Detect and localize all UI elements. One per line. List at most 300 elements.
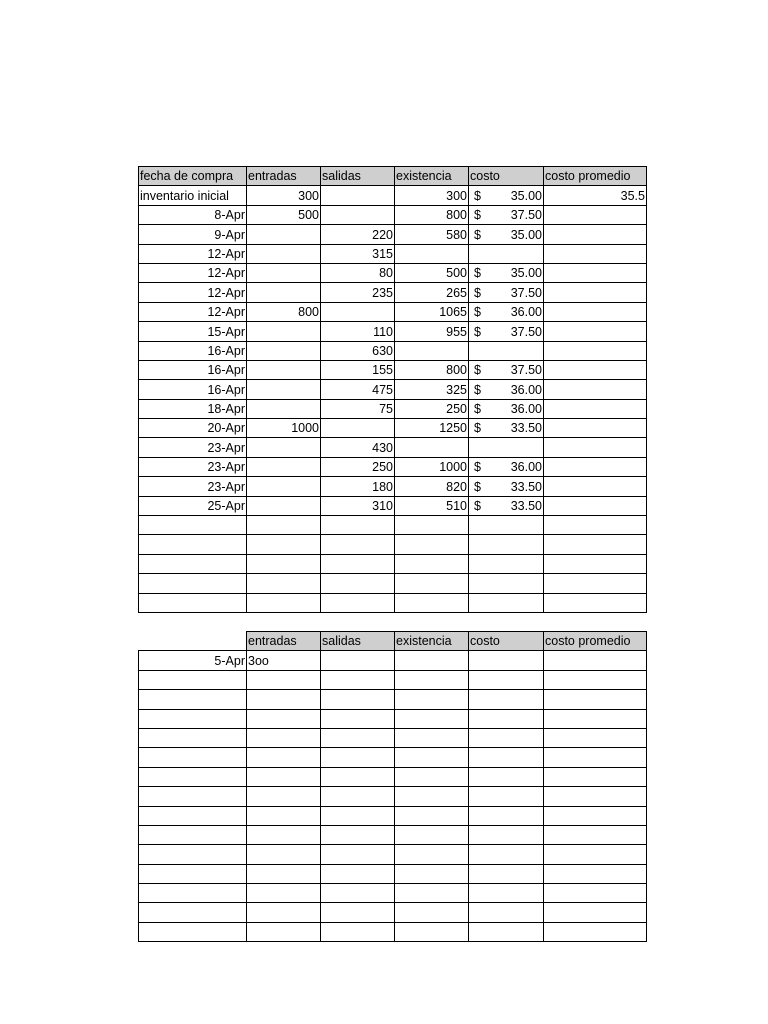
cell-entradas[interactable] (247, 922, 321, 941)
cell-salidas[interactable] (321, 767, 395, 786)
cell-existencia[interactable]: 800 (395, 205, 469, 224)
cell-entradas[interactable] (247, 593, 321, 612)
currency-symbol: $ (474, 479, 481, 494)
cell-costo[interactable] (469, 438, 544, 457)
cell-existencia[interactable]: 1065 (395, 302, 469, 321)
header-costo[interactable]: costo (469, 632, 544, 651)
cell-salidas[interactable] (321, 186, 395, 205)
cell-existencia[interactable] (395, 922, 469, 941)
cell-existencia[interactable] (395, 825, 469, 844)
inventory-table-bottom (138, 631, 647, 942)
cell-entradas[interactable] (247, 380, 321, 399)
table-row (139, 457, 647, 476)
cell-fecha[interactable] (139, 767, 247, 786)
cell-costo-promedio[interactable] (544, 554, 647, 573)
table-row (139, 419, 647, 438)
cell-fecha[interactable] (139, 845, 247, 864)
cell-costo-promedio[interactable] (544, 728, 647, 747)
cell-costo[interactable] (469, 709, 544, 728)
cell-entradas[interactable] (247, 709, 321, 728)
cell-salidas[interactable] (321, 593, 395, 612)
cell-existencia[interactable] (395, 845, 469, 864)
cell-costo[interactable] (469, 477, 544, 496)
header-costo-promedio[interactable]: costo promedio (544, 632, 647, 651)
cell-costo-promedio[interactable] (544, 496, 647, 515)
cell-fecha[interactable]: 16-Apr (139, 341, 247, 360)
cell-costo[interactable] (469, 864, 544, 883)
header-entradas[interactable]: entradas (247, 632, 321, 651)
table-row (139, 477, 647, 496)
currency-symbol: $ (474, 421, 481, 436)
cell-entradas[interactable] (247, 864, 321, 883)
cell-costo-promedio[interactable] (544, 884, 647, 903)
cell-costo-promedio[interactable] (544, 709, 647, 728)
cost-amount: 33.50 (510, 479, 542, 494)
cell-existencia[interactable] (395, 574, 469, 593)
table-row (139, 283, 647, 302)
cell-salidas[interactable] (321, 302, 395, 321)
cell-salidas[interactable] (321, 845, 395, 864)
header-fecha[interactable]: fecha de compra (139, 167, 247, 186)
table-row (139, 845, 647, 864)
cost-amount: 35.00 (510, 227, 542, 242)
cell-entradas[interactable]: 500 (247, 205, 321, 224)
cell-fecha[interactable] (139, 806, 247, 825)
cell-entradas[interactable] (247, 322, 321, 341)
currency-symbol: $ (474, 363, 481, 378)
cell-salidas[interactable]: 155 (321, 360, 395, 379)
cost-amount: 37.50 (510, 324, 542, 339)
cell-existencia[interactable] (395, 748, 469, 767)
cell-costo-promedio[interactable] (544, 845, 647, 864)
cell-costo-promedio[interactable] (544, 380, 647, 399)
cell-entradas[interactable] (247, 884, 321, 903)
cell-costo-promedio[interactable] (544, 399, 647, 418)
cell-costo[interactable] (469, 767, 544, 786)
cell-costo-promedio[interactable] (544, 670, 647, 689)
cell-fecha[interactable] (139, 884, 247, 903)
cell-existencia[interactable] (395, 864, 469, 883)
table-row (139, 651, 647, 670)
header-row (139, 167, 647, 186)
cell-existencia[interactable] (395, 535, 469, 554)
cell-costo-promedio[interactable] (544, 263, 647, 282)
cell-costo-promedio[interactable] (544, 864, 647, 883)
table-row (139, 225, 647, 244)
cell-existencia[interactable] (395, 767, 469, 786)
cell-fecha[interactable]: 16-Apr (139, 380, 247, 399)
cell-salidas[interactable]: 475 (321, 380, 395, 399)
cell-existencia[interactable] (395, 670, 469, 689)
cell-salidas[interactable]: 75 (321, 399, 395, 418)
cell-entradas[interactable]: 3oo (247, 651, 321, 670)
cell-entradas[interactable] (247, 225, 321, 244)
cell-existencia[interactable] (395, 903, 469, 922)
cell-costo[interactable] (469, 457, 544, 476)
cell-costo-promedio[interactable] (544, 574, 647, 593)
cell-salidas[interactable]: 630 (321, 341, 395, 360)
cell-costo-promedio[interactable] (544, 651, 647, 670)
cell-entradas[interactable] (247, 360, 321, 379)
table-row (139, 554, 647, 573)
cell-costo[interactable] (469, 205, 544, 224)
cell-entradas[interactable] (247, 554, 321, 573)
cell-fecha[interactable] (139, 670, 247, 689)
header-costo[interactable]: costo (469, 167, 544, 186)
cell-costo-promedio[interactable] (544, 593, 647, 612)
table-row (139, 322, 647, 341)
cell-entradas[interactable] (247, 825, 321, 844)
cell-fecha[interactable] (139, 516, 247, 535)
cost-amount: 36.00 (510, 402, 542, 417)
cell-salidas[interactable] (321, 787, 395, 806)
cell-fecha[interactable] (139, 903, 247, 922)
table-row (139, 263, 647, 282)
cell-costo[interactable] (469, 244, 544, 263)
cell-fecha[interactable]: 15-Apr (139, 322, 247, 341)
cell-costo[interactable] (469, 884, 544, 903)
cell-existencia[interactable] (395, 438, 469, 457)
cell-fecha[interactable]: 25-Apr (139, 496, 247, 515)
cell-salidas[interactable]: 430 (321, 438, 395, 457)
cell-salidas[interactable] (321, 806, 395, 825)
cell-existencia[interactable] (395, 690, 469, 709)
cell-entradas[interactable] (247, 574, 321, 593)
cell-costo[interactable] (469, 845, 544, 864)
currency-symbol: $ (474, 227, 481, 242)
cell-fecha[interactable]: 12-Apr (139, 244, 247, 263)
cell-fecha[interactable] (139, 825, 247, 844)
cell-fecha[interactable]: 23-Apr (139, 477, 247, 496)
cell-entradas[interactable] (247, 787, 321, 806)
inventory-table-bottom-body (139, 632, 647, 942)
cell-existencia[interactable] (395, 884, 469, 903)
currency-symbol: $ (474, 499, 481, 514)
cell-costo-promedio[interactable] (544, 360, 647, 379)
table-row (139, 302, 647, 321)
table-row (139, 186, 647, 205)
cell-salidas[interactable] (321, 554, 395, 573)
cell-existencia[interactable]: 500 (395, 263, 469, 282)
cost-amount: 37.50 (510, 285, 542, 300)
header-existencia[interactable]: existencia (395, 632, 469, 651)
cell-existencia[interactable] (395, 593, 469, 612)
cell-entradas[interactable] (247, 767, 321, 786)
cell-existencia[interactable] (395, 806, 469, 825)
cell-existencia[interactable]: 1250 (395, 419, 469, 438)
cell-entradas[interactable] (247, 263, 321, 282)
cell-salidas[interactable] (321, 728, 395, 747)
table-row (139, 438, 647, 457)
cell-salidas[interactable] (321, 670, 395, 689)
cell-entradas[interactable] (247, 283, 321, 302)
cell-costo[interactable] (469, 728, 544, 747)
cost-amount: 33.50 (510, 421, 542, 436)
currency-symbol: $ (474, 285, 481, 300)
cell-salidas[interactable]: 235 (321, 283, 395, 302)
table-row (139, 205, 647, 224)
cost-amount: 37.50 (510, 363, 542, 378)
table-row (139, 399, 647, 418)
cell-salidas[interactable] (321, 690, 395, 709)
cell-costo[interactable] (469, 651, 544, 670)
cell-fecha[interactable]: 12-Apr (139, 283, 247, 302)
cell-salidas[interactable]: 250 (321, 457, 395, 476)
cell-costo-promedio[interactable] (544, 690, 647, 709)
cell-costo[interactable] (469, 903, 544, 922)
cost-amount: 36.00 (510, 382, 542, 397)
cell-entradas[interactable] (247, 399, 321, 418)
cell-salidas[interactable]: 80 (321, 263, 395, 282)
cell-costo-promedio[interactable] (544, 302, 647, 321)
cell-entradas[interactable] (247, 806, 321, 825)
cell-costo[interactable] (469, 380, 544, 399)
currency-symbol: $ (474, 266, 481, 281)
cell-entradas[interactable] (247, 341, 321, 360)
inventory-table-top (138, 166, 647, 613)
cell-salidas[interactable]: 180 (321, 477, 395, 496)
cell-costo-promedio[interactable] (544, 516, 647, 535)
table-row (139, 380, 647, 399)
cell-fecha[interactable] (139, 574, 247, 593)
table-row (139, 825, 647, 844)
currency-symbol: $ (474, 402, 481, 417)
cell-existencia[interactable] (395, 787, 469, 806)
cell-costo[interactable] (469, 516, 544, 535)
table-row (139, 244, 647, 263)
cell-costo-promedio[interactable]: 35.5 (544, 186, 647, 205)
cell-existencia[interactable] (395, 516, 469, 535)
cell-costo-promedio[interactable] (544, 205, 647, 224)
cell-costo-promedio[interactable] (544, 825, 647, 844)
cell-salidas[interactable] (321, 922, 395, 941)
cell-salidas[interactable]: 315 (321, 244, 395, 263)
cell-costo[interactable] (469, 341, 544, 360)
cell-existencia[interactable]: 300 (395, 186, 469, 205)
cell-costo[interactable] (469, 535, 544, 554)
table-row (139, 748, 647, 767)
cell-entradas[interactable] (247, 670, 321, 689)
cell-fecha[interactable] (139, 554, 247, 573)
cell-entradas[interactable] (247, 845, 321, 864)
cell-salidas[interactable] (321, 864, 395, 883)
cell-fecha[interactable] (139, 728, 247, 747)
cell-existencia[interactable] (395, 651, 469, 670)
cell-costo-promedio[interactable] (544, 438, 647, 457)
cell-costo[interactable] (469, 283, 544, 302)
table-row (139, 670, 647, 689)
cell-fecha[interactable]: 23-Apr (139, 457, 247, 476)
currency-symbol: $ (474, 305, 481, 320)
cell-salidas[interactable] (321, 651, 395, 670)
cell-fecha[interactable] (139, 787, 247, 806)
currency-symbol: $ (474, 460, 481, 475)
cell-salidas[interactable] (321, 419, 395, 438)
cell-costo-promedio[interactable] (544, 535, 647, 554)
cell-salidas[interactable] (321, 574, 395, 593)
cell-costo[interactable] (469, 593, 544, 612)
cell-fecha[interactable] (139, 690, 247, 709)
header-row (139, 632, 647, 651)
table-row (139, 709, 647, 728)
table-row (139, 516, 647, 535)
cell-existencia[interactable]: 955 (395, 322, 469, 341)
cell-existencia[interactable] (395, 554, 469, 573)
table-row (139, 806, 647, 825)
cell-salidas[interactable] (321, 825, 395, 844)
currency-symbol: $ (474, 188, 481, 203)
cell-costo[interactable] (469, 419, 544, 438)
cell-costo-promedio[interactable] (544, 419, 647, 438)
cell-costo-promedio[interactable] (544, 477, 647, 496)
currency-symbol: $ (474, 208, 481, 223)
cell-entradas[interactable] (247, 728, 321, 747)
table-row (139, 922, 647, 941)
table-row (139, 593, 647, 612)
cell-fecha[interactable]: 12-Apr (139, 263, 247, 282)
cell-fecha[interactable]: 16-Apr (139, 360, 247, 379)
table-row (139, 496, 647, 515)
cost-amount: 33.50 (510, 499, 542, 514)
cell-costo[interactable] (469, 806, 544, 825)
header-existencia[interactable]: existencia (395, 167, 469, 186)
cell-entradas[interactable] (247, 477, 321, 496)
cell-costo-promedio[interactable] (544, 341, 647, 360)
cell-fecha[interactable]: 8-Apr (139, 205, 247, 224)
cell-costo[interactable] (469, 787, 544, 806)
table-row (139, 884, 647, 903)
cell-fecha[interactable]: 18-Apr (139, 399, 247, 418)
currency-symbol: $ (474, 324, 481, 339)
cell-fecha[interactable] (139, 922, 247, 941)
cell-fecha[interactable]: 20-Apr (139, 419, 247, 438)
cell-fecha[interactable] (139, 535, 247, 554)
cell-salidas[interactable] (321, 709, 395, 728)
cell-costo-promedio[interactable] (544, 457, 647, 476)
cell-salidas[interactable] (321, 516, 395, 535)
cell-costo-promedio[interactable] (544, 922, 647, 941)
cell-entradas[interactable] (247, 535, 321, 554)
cell-fecha[interactable]: 23-Apr (139, 438, 247, 457)
cell-existencia[interactable] (395, 341, 469, 360)
cell-costo-promedio[interactable] (544, 787, 647, 806)
cell-costo[interactable] (469, 922, 544, 941)
cell-costo-promedio[interactable] (544, 283, 647, 302)
cell-fecha[interactable]: 12-Apr (139, 302, 247, 321)
cell-costo[interactable] (469, 399, 544, 418)
cell-salidas[interactable]: 220 (321, 225, 395, 244)
table-row (139, 574, 647, 593)
cell-salidas[interactable] (321, 748, 395, 767)
table-row (139, 341, 647, 360)
cell-existencia[interactable]: 580 (395, 225, 469, 244)
table-row (139, 690, 647, 709)
cell-entradas[interactable] (247, 244, 321, 263)
cell-salidas[interactable]: 310 (321, 496, 395, 515)
table-row (139, 767, 647, 786)
cell-costo-promedio[interactable] (544, 903, 647, 922)
cell-entradas[interactable] (247, 438, 321, 457)
table-row (139, 787, 647, 806)
cell-fecha[interactable]: inventario inicial (139, 186, 247, 205)
cell-costo[interactable] (469, 302, 544, 321)
cell-entradas[interactable] (247, 748, 321, 767)
cell-entradas[interactable] (247, 690, 321, 709)
cell-costo[interactable] (469, 225, 544, 244)
cell-entradas[interactable] (247, 457, 321, 476)
cell-existencia[interactable] (395, 244, 469, 263)
cell-costo[interactable] (469, 670, 544, 689)
cell-salidas[interactable] (321, 884, 395, 903)
table-row (139, 903, 647, 922)
cell-fecha[interactable] (139, 709, 247, 728)
table-row (139, 728, 647, 747)
cell-entradas[interactable]: 300 (247, 186, 321, 205)
cell-existencia[interactable]: 265 (395, 283, 469, 302)
cell-costo[interactable] (469, 186, 544, 205)
cell-costo-promedio[interactable] (544, 244, 647, 263)
cell-costo[interactable] (469, 825, 544, 844)
header-fecha[interactable] (139, 632, 247, 651)
cost-amount: 35.00 (510, 266, 542, 281)
cell-existencia[interactable]: 510 (395, 496, 469, 515)
cell-entradas[interactable] (247, 516, 321, 535)
cell-fecha[interactable] (139, 748, 247, 767)
cell-existencia[interactable]: 250 (395, 399, 469, 418)
cell-salidas[interactable] (321, 535, 395, 554)
header-salidas[interactable]: salidas (321, 632, 395, 651)
cell-existencia[interactable]: 800 (395, 360, 469, 379)
cell-costo-promedio[interactable] (544, 748, 647, 767)
cell-entradas[interactable] (247, 496, 321, 515)
header-entradas[interactable]: entradas (247, 167, 321, 186)
header-salidas[interactable]: salidas (321, 167, 395, 186)
cell-existencia[interactable]: 325 (395, 380, 469, 399)
cell-existencia[interactable] (395, 709, 469, 728)
cell-salidas[interactable] (321, 205, 395, 224)
cell-costo[interactable] (469, 574, 544, 593)
cell-fecha[interactable] (139, 593, 247, 612)
cell-existencia[interactable]: 1000 (395, 457, 469, 476)
cell-entradas[interactable]: 800 (247, 302, 321, 321)
cell-costo[interactable] (469, 554, 544, 573)
table-row (139, 535, 647, 554)
cell-costo[interactable] (469, 322, 544, 341)
cell-fecha[interactable]: 5-Apr (139, 651, 247, 670)
cell-entradas[interactable]: 1000 (247, 419, 321, 438)
cell-costo[interactable] (469, 496, 544, 515)
cell-entradas[interactable] (247, 903, 321, 922)
header-costo-promedio[interactable]: costo promedio (544, 167, 647, 186)
cost-amount: 36.00 (510, 460, 542, 475)
cell-fecha[interactable] (139, 864, 247, 883)
cell-existencia[interactable]: 820 (395, 477, 469, 496)
cell-salidas[interactable]: 110 (321, 322, 395, 341)
cell-fecha[interactable]: 9-Apr (139, 225, 247, 244)
cell-costo[interactable] (469, 748, 544, 767)
cell-costo-promedio[interactable] (544, 322, 647, 341)
cell-costo-promedio[interactable] (544, 806, 647, 825)
cell-salidas[interactable] (321, 903, 395, 922)
table-row (139, 864, 647, 883)
cell-costo-promedio[interactable] (544, 225, 647, 244)
cost-amount: 37.50 (510, 208, 542, 223)
cell-costo[interactable] (469, 690, 544, 709)
cell-costo[interactable] (469, 360, 544, 379)
cell-existencia[interactable] (395, 728, 469, 747)
cell-costo-promedio[interactable] (544, 767, 647, 786)
cell-costo[interactable] (469, 263, 544, 282)
